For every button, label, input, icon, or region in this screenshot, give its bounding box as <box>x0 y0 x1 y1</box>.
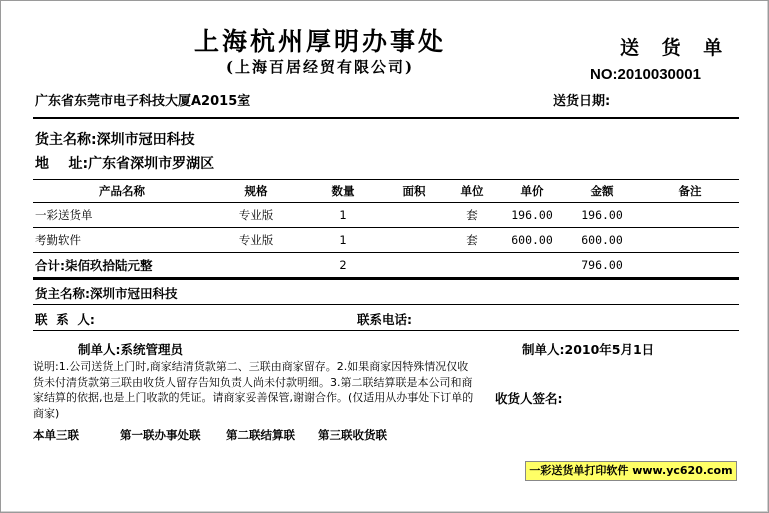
cell-unit: 套 <box>443 203 501 228</box>
divider-top <box>33 117 739 119</box>
col-header-amount: 金额 <box>563 180 641 203</box>
col-header-price: 单价 <box>501 180 563 203</box>
cell-spec: 专业版 <box>211 203 301 228</box>
cell-note <box>641 203 739 228</box>
total-qty: 2 <box>301 253 385 278</box>
cell-name: 一彩送货单 <box>33 203 211 228</box>
cell-note <box>641 228 739 253</box>
total-note-empty <box>641 253 739 278</box>
cell-amount: 600.00 <box>563 228 641 253</box>
cell-amount: 196.00 <box>563 203 641 228</box>
col-header-name: 产品名称 <box>33 180 211 203</box>
consignee-name-label: 货主名称: <box>35 132 97 148</box>
cell-area <box>385 228 443 253</box>
total-label: 合计:柒佰玖拾陆元整 <box>33 253 301 278</box>
make-date: 制单人:2010年5月1日 <box>522 342 655 357</box>
cell-area <box>385 203 443 228</box>
consignee-name: 深圳市冠田科技 <box>96 132 195 148</box>
total-amount: 796.00 <box>563 253 641 278</box>
document-number: NO:2010030001 <box>590 66 701 83</box>
col-header-spec: 规格 <box>211 180 301 203</box>
total-price-empty <box>501 253 563 278</box>
company-address: 广东省东莞市电子科技大厦A2015室 <box>35 94 251 109</box>
consignee-address-label: 地 址: <box>35 156 89 172</box>
consignee-address-row <box>35 153 214 173</box>
copy-third: 第三联收货联 <box>318 428 387 442</box>
items-table <box>33 179 739 278</box>
cell-spec: 专业版 <box>211 228 301 253</box>
consignee-address: 广东省深圳市罗湖区 <box>88 156 215 172</box>
table-row <box>33 203 739 228</box>
consignee-name-row <box>35 129 195 149</box>
cell-price: 196.00 <box>501 203 563 228</box>
phone-label: 联系电话: <box>357 312 412 327</box>
cell-qty: 1 <box>301 228 385 253</box>
divider-contact <box>33 330 739 331</box>
copy-second: 第二联结算联 <box>226 428 295 442</box>
table-row <box>33 228 739 253</box>
col-header-area: 面积 <box>385 180 443 203</box>
cell-qty: 1 <box>301 203 385 228</box>
footer-owner: 货主名称:深圳市冠田科技 <box>35 286 178 301</box>
table-header-row <box>33 180 739 203</box>
total-area-empty <box>385 253 443 278</box>
divider-owner <box>33 304 739 305</box>
divider-mid <box>33 278 739 280</box>
company-title: 上海杭州厚明办事处 <box>193 27 446 56</box>
delivery-date-label: 送货日期: <box>553 94 611 109</box>
maker-label: 制单人:系统管理员 <box>78 342 183 357</box>
document-type: 送 货 单 <box>620 37 731 59</box>
col-header-note: 备注 <box>641 180 739 203</box>
table-total-row <box>33 253 739 278</box>
col-header-unit: 单位 <box>443 180 501 203</box>
cell-name: 考勤软件 <box>33 228 211 253</box>
promo-link[interactable]: 一彩送货单打印软件 www.yc620.com <box>525 461 737 481</box>
cell-price: 600.00 <box>501 228 563 253</box>
col-header-qty: 数量 <box>301 180 385 203</box>
terms-note: 说明:1.公司送货上门时,商家结清货款第二、三联由商家留存。2.如果商家因特殊情况仅收货未付清货款第三联由收货人留存告知负责人尚未付款明细。3.第二联结算联是本公司和商家结算的依据,也是上门收款的凭证。请商家妥善保管,谢谢合作。(仅适用从办事处下订单的商家) <box>33 360 474 420</box>
copy-first: 第一联办事处联 <box>120 428 201 442</box>
cell-unit: 套 <box>443 228 501 253</box>
total-unit-empty <box>443 253 501 278</box>
copies-count: 本单三联 <box>33 428 79 442</box>
company-subtitle: (上海百居经贸有限公司) <box>225 58 415 76</box>
contact-label: 联 系 人: <box>35 312 95 327</box>
receiver-signature-label: 收货人签名: <box>495 391 563 406</box>
